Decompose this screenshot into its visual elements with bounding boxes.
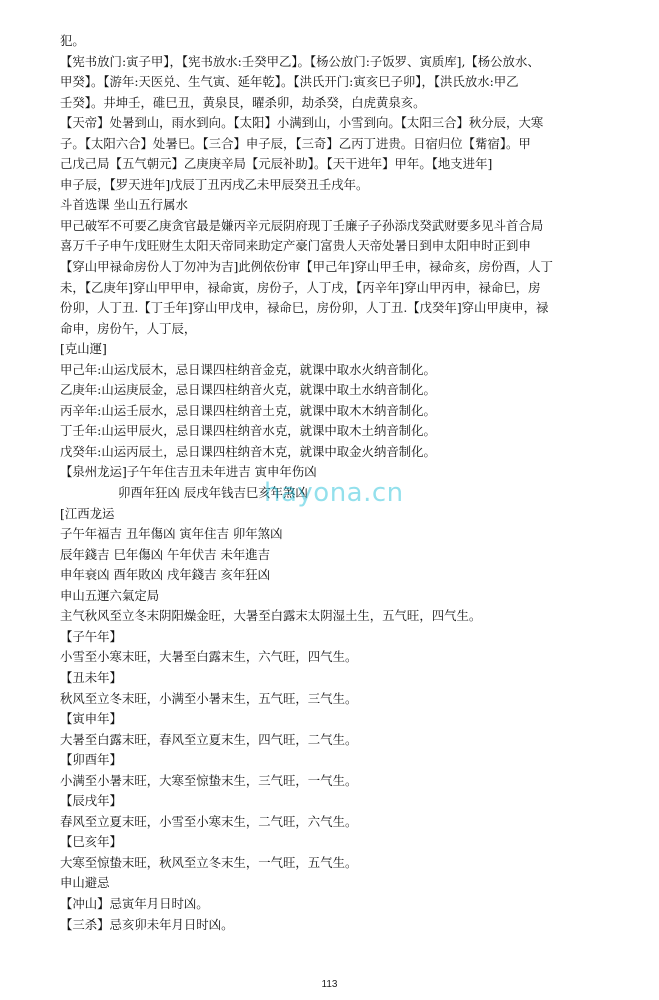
text-line: 【卯酉年】 (60, 752, 122, 768)
text-line: 壬癸】。井坤壬，碓巳丑，黄泉艮，曜杀卯，劫杀癸，白虎黄泉亥。 (60, 94, 426, 110)
page-number: 113 (321, 979, 338, 990)
text-line: 己戊己局【五气朝元】乙庚庚辛局【元辰补助】。【天干进年】甲年。【地支进年] (60, 156, 493, 172)
text-line: 犯。 (60, 33, 85, 48)
text-line: 【三杀】忌亥卯未年月日时凶。 (60, 916, 234, 932)
text-line: 【泉州龙运]子午年住吉丑未年进吉 寅申年伤凶 (60, 464, 317, 480)
text-line: 甲己年:山运戊辰木，忌日课四柱纳音金克，就课中取水火纳音制化。 (60, 361, 436, 377)
text-line: 喜万千子申午戊旺财生太阳天帝同来助定产豪门富贵人天帝处暑日到申太阳申时正到申 (60, 238, 531, 254)
text-line: 丙辛年:山运壬辰水，忌日课四柱纳音土克，就课中取木木纳音制化。 (60, 402, 436, 418)
text-line: [江西龙运 (60, 505, 115, 521)
text-line: 甲己破军不可要乙庚贪官最是嫌丙辛元辰阴府现丁壬廉子子孙添戊癸武财要多见斗首合局 (60, 217, 544, 233)
text-line: 子。【太阳六合】处暑巳。【三合】申子辰，【三奇】乙丙丁进贵。日宿归位【觜宿】。甲 (60, 135, 531, 151)
text-line: 【寅申年】 (60, 711, 122, 727)
text-line: 【丑未年】 (60, 669, 122, 685)
text-line: 未，【乙庚年]穿山甲甲申，禄命寅，房份子，人丁戌，【丙辛年]穿山甲丙申，禄命巳，房 (60, 279, 541, 295)
text-line: 秋风至立冬末旺，小满至小暑末生，五气旺，三气生。 (60, 690, 358, 706)
text-line: 大寒至惊蛰末旺，秋风至立冬末生，一气旺，五气生。 (60, 854, 358, 870)
text-line: 【巳亥年】 (60, 834, 122, 850)
text-line: 小满至小暑末旺，大寒至惊蛰末生，三气旺，一气生。 (60, 772, 358, 788)
watermark: hayona.cn (264, 478, 404, 508)
text-line: 小雪至小寒末旺，大暑至白露末生，六气旺，四气生。 (60, 649, 358, 665)
text-line: 斗首选课 坐山五行属水 (60, 197, 188, 213)
text-line: 主气秋风至立冬末阴阳燥金旺，大暑至白露末太阴湿土生，五气旺，四气生。 (60, 608, 482, 624)
text-line: 丁壬年:山运甲辰火，忌日课四柱纳音水克，就课中取木土纳音制化。 (60, 423, 436, 439)
text-line: 春风至立夏末旺，小雪至小寒末生，二气旺，六气生。 (60, 813, 358, 829)
text-line: [克山運] (60, 341, 107, 357)
text-line: 申子辰，【罗天进年]戊辰丁丑丙戌乙未甲辰癸丑壬戌年。 (60, 176, 369, 192)
text-line: 子午年福吉 丑年傷凶 寅年住吉 卯年煞凶 (60, 526, 283, 542)
text-line: 份卯，人丁丑.【丁壬年]穿山甲戊申，禄命巳，房份卯，人丁丑.【戊癸年]穿山甲庚申，禄 (60, 300, 549, 316)
text-line: 戊癸年:山运丙辰土，忌日课四柱纳音木克，就课中取金火纳音制化。 (60, 443, 436, 459)
text-line: 大暑至白露末旺，春风至立夏末生，四气旺，二气生。 (60, 731, 358, 747)
text-line: 卯酉年狂凶 辰戌年钱吉巳亥年煞凶 (118, 485, 308, 501)
text-line: 【穿山甲禄命房份人丁勿冲为吉]此例依份审【甲己年]穿山甲壬申，禄命亥，房份酉，人丁 (60, 259, 553, 275)
text-line: 申山五運六氣定局 (60, 587, 160, 603)
text-line: 甲癸】。【游年:天医兑、生气寅、延年乾】。【洪氏开门:寅亥巳子卯】，【洪氏放水:甲乙 (60, 74, 519, 90)
text-line: 命申，房份午，人丁辰， (60, 320, 197, 336)
text-line: 乙庚年:山运庚辰金，忌日课四柱纳音火克，就课中取土水纳音制化。 (60, 382, 436, 398)
text-line: 辰年錢吉 巳年傷凶 午年伏吉 未年進吉 (60, 546, 271, 562)
text-line: 【天帝】处暑到山，雨水到向。【太阳】小满到山，小雪到向。【太阳三合】秋分辰，大寒 (60, 115, 544, 131)
text-line: 【子午年】 (60, 628, 122, 644)
text-line: 申山避忌 (60, 875, 110, 891)
text-line: 【辰戌年】 (60, 793, 122, 809)
text-line: 【宪书放门:寅子甲】，【宪书放水:壬癸甲乙】。【杨公放门:子饭罗、寅质库],【杨公放水、 (60, 53, 540, 69)
text-line: 申年衰凶 酉年敗凶 戌年錢吉 亥年狂凶 (60, 567, 271, 583)
text-line: 【冲山】忌寅年月日时凶。 (60, 895, 209, 911)
